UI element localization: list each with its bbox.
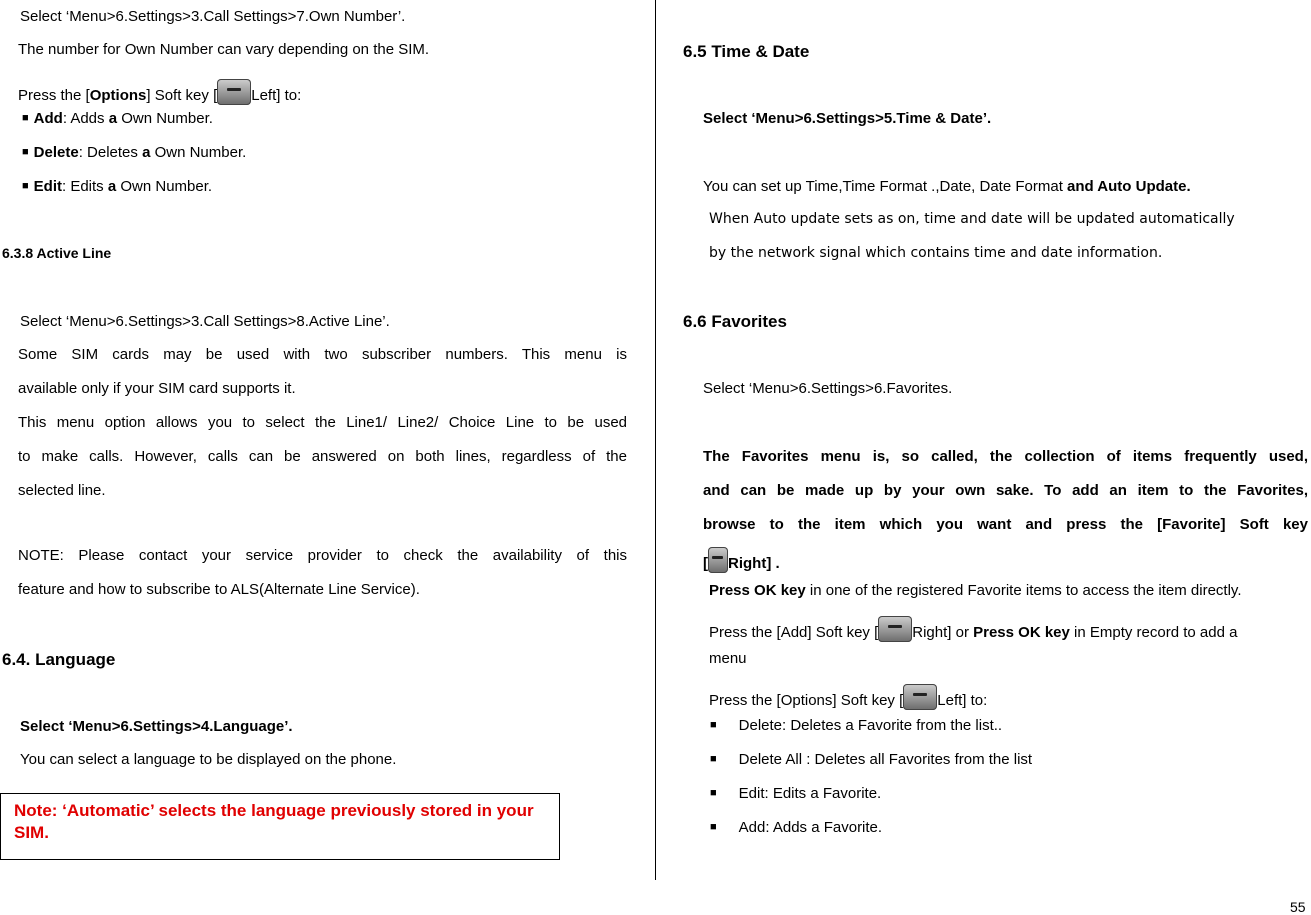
- ok-key-rest: in one of the registered Favorite items to access the item directly.: [805, 582, 1242, 599]
- favorites-desc-line1: The Favorites menu is, so called, the collection of items frequently used,: [703, 448, 1308, 465]
- bullet-edit: [22, 178, 212, 195]
- column-divider: [655, 0, 656, 880]
- add-bold: Press OK key: [973, 624, 1070, 641]
- ok-key-line: [709, 582, 1241, 599]
- time-desc-bold: and Auto Update.: [1067, 178, 1191, 195]
- time-desc-text: You can set up Time,Time Format .,Date, Date Format: [703, 178, 1068, 195]
- page-number: 55: [1290, 899, 1306, 915]
- bullet-article: a: [142, 144, 151, 161]
- active-line-path: Select ‘Menu>6.Settings>3.Call Settings>8.Active Line’.: [20, 313, 390, 330]
- language-note-box: [0, 793, 560, 860]
- bullet-term: Delete: [33, 144, 79, 161]
- bullet-delete: [22, 144, 246, 161]
- soft-key-icon: [878, 616, 912, 642]
- active-line-p1-line1: Some SIM cards may be used with two subscriber numbers. This menu is: [18, 346, 627, 363]
- square-bullet-icon: ■: [710, 719, 717, 731]
- language-desc: You can select a language to be displayed on the phone.: [20, 751, 397, 768]
- ok-key-bold: Press OK key: [709, 582, 806, 599]
- language-note: Note: ‘Automatic’ selects the language previously stored in your SIM.: [14, 801, 534, 842]
- add-post: in Empty record to add a: [1069, 624, 1238, 641]
- bullet-article: a: [107, 178, 117, 195]
- options-mid: ] Soft key [: [146, 87, 218, 104]
- bullet-rest: Own Number.: [116, 178, 213, 195]
- own-number-path: Select ‘Menu>6.Settings>3.Call Settings>7.Own Number’.: [20, 8, 406, 25]
- time-date-path: Select ‘Menu>6.Settings>5.Time & Date’.: [703, 110, 992, 127]
- fav-bullet-delete: [710, 717, 1002, 734]
- active-line-p2-line3: selected line.: [18, 482, 106, 499]
- square-bullet-icon: ■: [710, 753, 717, 765]
- fav-bullet-add: [710, 819, 882, 836]
- fav-bullet-text: Delete All : Deletes all Favorites from the list: [738, 751, 1033, 768]
- bullet-term: Add: [33, 110, 63, 127]
- opt-pre: Press the [Options] Soft key [: [709, 692, 904, 709]
- fav-l4-pre: [: [703, 555, 708, 572]
- active-line-p2-line2: to make calls. However, calls can be answered on both lines, regardless of the: [18, 448, 627, 465]
- square-bullet-icon: ■: [710, 821, 717, 833]
- fav-l4-post: Right] .: [728, 555, 780, 572]
- soft-key-icon: [903, 684, 937, 710]
- add-pre: Press the [Add] Soft key [: [709, 624, 879, 641]
- square-bullet-icon: ■: [22, 112, 29, 124]
- time-date-desc: [703, 178, 1191, 195]
- fav-bullet-text: Add: Adds a Favorite.: [738, 819, 883, 836]
- add-soft-key-line2: menu: [709, 650, 747, 667]
- favorites-path: Select ‘Menu>6.Settings>6.Favorites.: [703, 380, 953, 397]
- als-note-line2: feature and how to subscribe to ALS(Alternate Line Service).: [18, 581, 420, 598]
- fav-bullet-text: Edit: Edits a Favorite.: [738, 785, 882, 802]
- language-heading: 6.4. Language: [2, 650, 116, 669]
- language-path: Select ‘Menu>6.Settings>4.Language’.: [20, 718, 293, 735]
- soft-key-icon: [708, 547, 728, 573]
- add-soft-key-line: [709, 616, 1237, 642]
- bullet-term: Edit: [33, 178, 62, 195]
- bullet-mid: : Edits: [62, 178, 108, 195]
- bullet-rest: Own Number.: [117, 110, 213, 127]
- fav-bullet-edit: [710, 785, 881, 802]
- fav-bullet-delete-all: [710, 751, 1032, 768]
- favorites-heading: 6.6 Favorites: [683, 312, 787, 331]
- active-line-p2-line1: This menu option allows you to select the Line1/ Line2/ Choice Line to be used: [18, 414, 627, 431]
- options-pre: Press the [: [18, 87, 90, 104]
- als-note-line1: NOTE: Please contact your service provider to check the availability of this: [18, 547, 627, 564]
- time-date-heading: 6.5 Time & Date: [683, 42, 810, 61]
- opt-post: Left] to:: [937, 692, 988, 709]
- auto-update-line2: by the network signal which contains time and date information.: [709, 245, 1163, 261]
- options-post: Left] to:: [251, 87, 302, 104]
- square-bullet-icon: ■: [22, 180, 29, 192]
- bullet-article: a: [108, 110, 118, 127]
- bullet-rest: Own Number.: [150, 144, 247, 161]
- square-bullet-icon: ■: [710, 787, 717, 799]
- soft-key-icon: [217, 79, 251, 105]
- square-bullet-icon: ■: [22, 146, 29, 158]
- own-number-desc: The number for Own Number can vary depending on the SIM.: [18, 41, 430, 58]
- options-soft-key-line: [709, 684, 987, 710]
- add-mid: Right] or: [912, 624, 974, 641]
- bullet-add: [22, 110, 213, 127]
- favorites-desc-line3: browse to the item which you want and press the [Favorite] Soft key: [703, 516, 1308, 533]
- active-line-heading: 6.3.8 Active Line: [2, 245, 112, 261]
- favorites-desc-line2: and can be made up by your own sake. To add an item to the Favorites,: [703, 482, 1308, 499]
- bullet-mid: : Adds: [62, 110, 109, 127]
- active-line-p1-line2: available only if your SIM card supports it.: [18, 380, 296, 397]
- auto-update-line1: When Auto update sets as on, time and date will be updated automatically: [709, 211, 1235, 227]
- bullet-mid: : Deletes: [78, 144, 143, 161]
- options-key: Options: [89, 87, 147, 104]
- favorites-desc-line4: [703, 547, 780, 573]
- own-number-options-line: [18, 79, 301, 105]
- fav-bullet-text: Delete: Deletes a Favorite from the list..: [738, 717, 1003, 734]
